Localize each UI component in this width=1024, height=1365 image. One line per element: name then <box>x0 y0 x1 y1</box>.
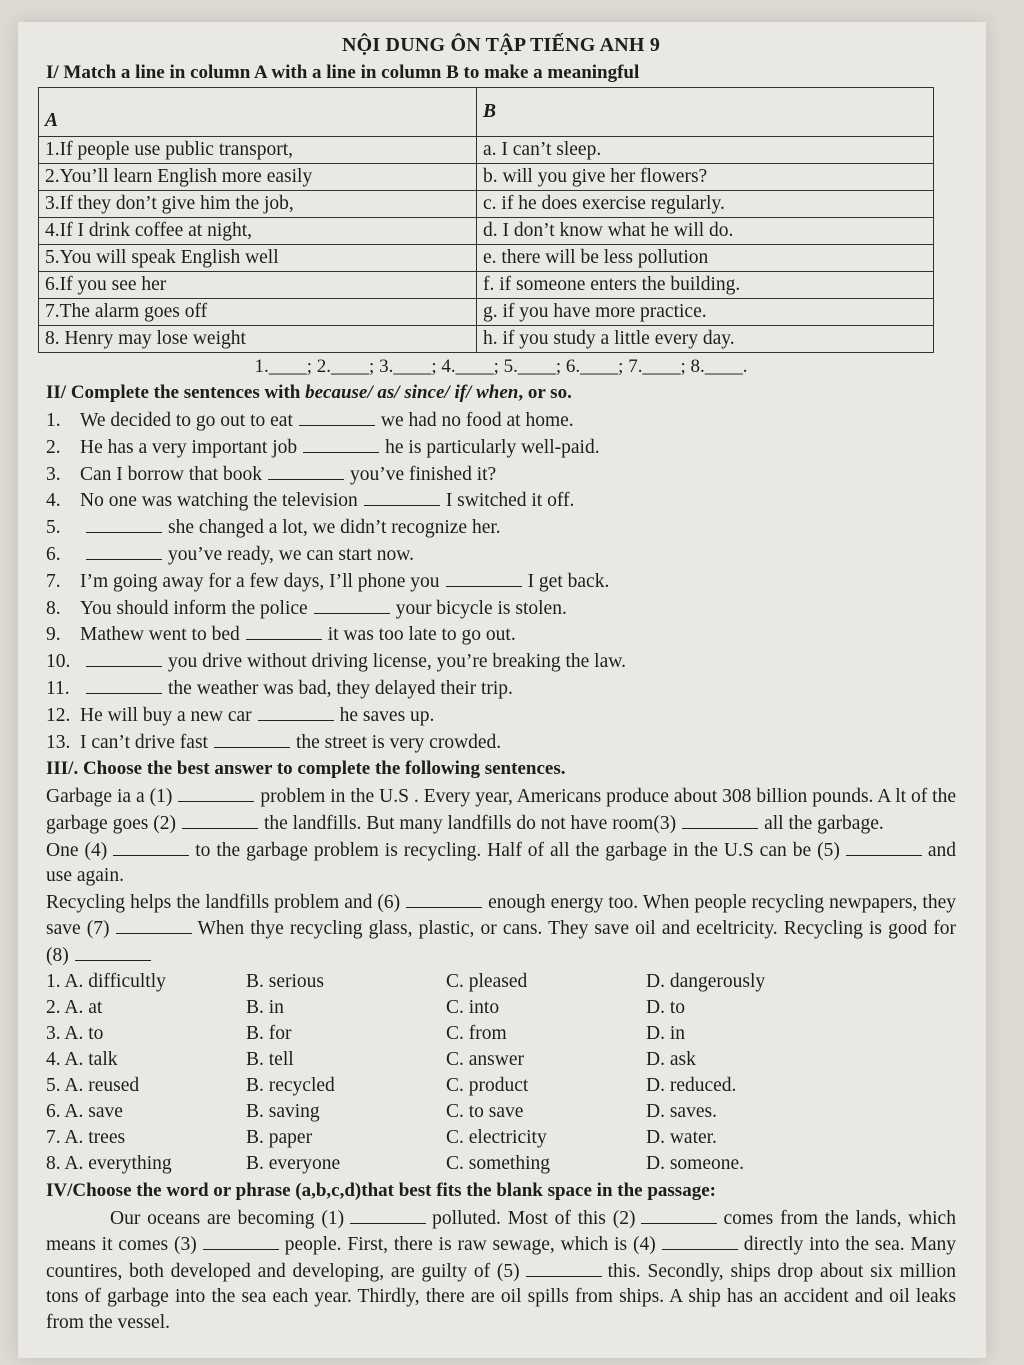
blank-8 <box>75 942 151 961</box>
table-header-row <box>39 88 934 137</box>
worksheet-content <box>46 34 956 1335</box>
answer-blank <box>446 568 522 587</box>
section4-heading: IV/Choose the word or phrase (a,b,c,d)that best fits the blank space in the passage: <box>46 1179 716 1201</box>
section3-paragraph-3 <box>46 889 956 969</box>
answer-option: D. in <box>646 1022 685 1044</box>
table-row <box>39 164 934 191</box>
column-a-cell: 2.You’ll learn English more easily <box>39 164 477 191</box>
text-fragment: all the garbage. <box>764 812 884 834</box>
text-fragment: When thye recycling glass, plastic, or cans. They save oil and eceltricity. Recycling is good for (8) <box>46 918 956 966</box>
column-b-cell: a. I can’t sleep. <box>477 137 934 164</box>
column-b-cell: b. will you give her flowers? <box>477 164 934 191</box>
item-number: 3. <box>46 463 61 485</box>
answer-option: C. electricity <box>446 1126 547 1148</box>
matching-table <box>38 87 934 353</box>
list-item <box>46 621 956 648</box>
section2-heading-suffix: , or so. <box>518 382 572 403</box>
item-number: 11. <box>46 677 70 699</box>
text-fragment: people. First, there is raw sewage, which is (4) <box>284 1234 656 1256</box>
blank-3 <box>682 810 758 829</box>
answer-option: D. to <box>646 996 685 1018</box>
list-item <box>46 595 956 622</box>
answer-option: 1. A. difficultly <box>46 970 166 992</box>
blank-4 <box>113 837 189 856</box>
answer-blank <box>86 648 162 667</box>
text-fragment: Our oceans are becoming (1) <box>110 1207 345 1229</box>
list-item <box>46 541 956 568</box>
worksheet-page <box>18 22 986 1358</box>
sentence-start: Can I borrow that book <box>80 463 262 485</box>
text-fragment: this. Secondly, ships drop about six million tons of garbage into the sea each year. Thirdly, there are oil spills from ships. A ship has an accident and oil leaks from the vessel. <box>46 1260 956 1333</box>
list-item <box>46 407 956 434</box>
sentence-start: No one was watching the television <box>80 490 358 512</box>
text-fragment: comes from the lands, which means it comes (3) <box>46 1207 956 1256</box>
answer-option: D. ask <box>646 1048 696 1070</box>
answer-option: C. from <box>446 1022 507 1044</box>
section1-heading: I/ Match a line in column A with a line in column B to make a meaningful <box>46 62 640 83</box>
list-item <box>46 461 956 488</box>
answer-blank <box>258 702 334 721</box>
item-number: 13. <box>46 731 71 753</box>
sentence-start: I can’t drive fast <box>80 731 208 753</box>
answer-blank <box>86 675 162 694</box>
table-row <box>39 245 934 272</box>
section2-heading <box>46 381 956 405</box>
answer-option: C. to save <box>446 1100 524 1122</box>
sentence-start: He has a very important job <box>80 436 298 458</box>
section2-heading-words: because/ as/ since/ if/ when <box>305 382 519 403</box>
blank-5 <box>846 837 922 856</box>
answer-blank <box>314 595 390 614</box>
text-fragment: One (4) <box>46 839 108 861</box>
answer-option: B. serious <box>246 970 324 992</box>
blank-6 <box>406 889 482 908</box>
item-number: 1. <box>46 410 61 431</box>
answer-blank <box>86 541 162 560</box>
item-number: 4. <box>46 490 61 512</box>
table-row <box>39 299 934 326</box>
text-fragment: and use again. <box>46 839 956 887</box>
sentence-end: I switched it off. <box>445 490 575 512</box>
answer-blank <box>86 514 162 533</box>
item-number: 9. <box>46 624 61 646</box>
answer-option: B. recycled <box>246 1074 335 1096</box>
blank-1 <box>178 783 254 802</box>
item-number: 2. <box>46 436 61 458</box>
column-a-cell: 5.You will speak English well <box>39 245 477 272</box>
table-row <box>39 326 934 353</box>
column-b-cell: c. if he does exercise regularly. <box>477 191 934 218</box>
item-number: 10. <box>46 651 71 673</box>
text-fragment: Garbage ia a (1) <box>46 786 173 808</box>
answer-option: B. everyone <box>246 1152 341 1174</box>
list-item <box>46 568 956 595</box>
section3-heading: III/. Choose the best answer to complete the following sentences. <box>46 758 566 780</box>
column-b-cell: g. if you have more practice. <box>477 299 934 326</box>
sentence-start: Mathew went to bed <box>80 624 240 646</box>
answer-option: C. answer <box>446 1048 524 1070</box>
answer-option: D. reduced. <box>646 1074 737 1096</box>
matching-answer-line: 1.____; 2.____; 3.____; 4.____; 5.____; 6.____; 7.____; 8.____. <box>254 356 748 377</box>
blank-2 <box>182 810 258 829</box>
answer-blank <box>268 461 344 480</box>
sentence-start: He will buy a new car <box>80 704 252 726</box>
answer-option: 5. A. reused <box>46 1074 140 1096</box>
answer-blank <box>214 729 290 748</box>
blank-1 <box>350 1205 426 1224</box>
column-a-cell: 4.If I drink coffee at night, <box>39 218 477 245</box>
column-a-cell: 7.The alarm goes off <box>39 299 477 326</box>
sentence-start: I’m going away for a few days, I’ll phone you <box>80 570 440 592</box>
sentence-end: it was too late to go out. <box>327 624 516 646</box>
item-number: 8. <box>46 597 61 619</box>
answer-blank <box>364 487 440 506</box>
text-fragment: enough energy too. When people recycling newpapers, they save (7) <box>46 891 956 940</box>
section2-heading-prefix: II/ Complete the sentences with <box>46 382 306 403</box>
answer-option: 2. A. at <box>46 996 103 1018</box>
text-fragment: Recycling helps the landfills problem and (6) <box>46 891 401 913</box>
list-item <box>46 729 956 756</box>
item-number: 6. <box>46 543 61 565</box>
text-fragment: problem in the U.S . Every year, Americans produce about 308 billion pounds. A lt of the garbage goes (2) <box>46 786 957 834</box>
page-title: NỘI DUNG ÔN TẬP TIẾNG ANH 9 <box>341 34 661 56</box>
column-b-header: B <box>477 88 934 137</box>
answer-option: 4. A. talk <box>46 1048 118 1070</box>
list-item <box>46 487 956 514</box>
column-a-cell: 6.If you see her <box>39 272 477 299</box>
answer-option: C. into <box>446 996 500 1018</box>
answer-option: B. for <box>246 1022 292 1044</box>
table-row <box>39 218 934 245</box>
table-row <box>39 137 934 164</box>
blank-7 <box>116 915 192 934</box>
answer-blank <box>303 434 379 453</box>
item-number: 5. <box>46 517 61 539</box>
list-item <box>46 434 956 461</box>
blank-5 <box>526 1258 602 1277</box>
text-fragment: polluted. Most of this (2) <box>432 1207 636 1229</box>
answer-option: D. dangerously <box>646 970 766 992</box>
sentence-end: you’ve finished it? <box>349 463 497 485</box>
sentence-end: he saves up. <box>339 704 435 726</box>
answer-option: D. water. <box>646 1126 717 1148</box>
sentence-end: the street is very crowded. <box>295 731 502 753</box>
answer-option: 3. A. to <box>46 1022 104 1044</box>
sentence-start: We decided to go out to eat <box>80 410 293 431</box>
list-item <box>46 648 956 675</box>
item-number: 12. <box>46 704 71 726</box>
answer-option: C. pleased <box>446 970 528 992</box>
answer-option: 8. A. everything <box>46 1152 172 1174</box>
column-b-cell: d. I don’t know what he will do. <box>477 218 934 245</box>
item-number: 7. <box>46 570 61 592</box>
column-b-cell: f. if someone enters the building. <box>477 272 934 299</box>
answer-option: B. tell <box>246 1048 294 1070</box>
text-fragment: the landfills. But many landfills do not have room(3) <box>263 812 677 834</box>
text-fragment: to the garbage problem is recycling. Half of all the garbage in the U.S can be (5) <box>195 839 840 861</box>
table-row <box>39 272 934 299</box>
sentence-end: you’ve ready, we can start now. <box>168 543 414 565</box>
sentence-end: your bicycle is stolen. <box>395 597 567 619</box>
answer-blank <box>299 407 375 426</box>
column-b-cell: h. if you study a little every day. <box>477 326 934 353</box>
answer-option: B. saving <box>246 1100 320 1122</box>
answer-option: 7. A. trees <box>46 1126 126 1148</box>
section4-passage <box>46 1205 956 1336</box>
answer-option: 6. A. save <box>46 1100 123 1122</box>
list-item <box>46 702 956 729</box>
column-a-cell: 8. Henry may lose weight <box>39 326 477 353</box>
column-a-cell: 1.If people use public transport, <box>39 137 477 164</box>
sentence-end: you drive without driving license, you’re breaking the law. <box>168 651 626 673</box>
sentence-end: I get back. <box>527 570 610 592</box>
blank-3 <box>203 1231 279 1250</box>
section3-paragraph-1 <box>46 783 956 836</box>
section3-paragraph-2 <box>46 837 956 889</box>
answer-blank <box>246 621 322 640</box>
blank-2 <box>641 1205 717 1224</box>
list-item <box>46 675 956 702</box>
answer-option: D. saves. <box>646 1100 717 1122</box>
answer-option: C. something <box>446 1152 551 1174</box>
column-a-header: A <box>39 88 477 137</box>
sentence-end: he is particularly well-paid. <box>385 436 600 458</box>
list-item <box>46 514 956 541</box>
sentence-end: we had no food at home. <box>380 410 574 431</box>
section2-list <box>46 407 956 755</box>
section3-options-grid <box>46 969 956 1177</box>
table-row <box>39 191 934 218</box>
blank-4 <box>662 1231 738 1250</box>
answer-option: C. product <box>446 1074 529 1096</box>
answer-option: B. paper <box>246 1126 313 1148</box>
sentence-start: You should inform the police <box>80 597 308 619</box>
column-b-cell: e. there will be less pollution <box>477 245 934 272</box>
column-a-cell: 3.If they don’t give him the job, <box>39 191 477 218</box>
answer-option: B. in <box>246 996 284 1018</box>
answer-option: D. someone. <box>646 1152 745 1174</box>
sentence-end: the weather was bad, they delayed their trip. <box>168 677 513 699</box>
sentence-end: she changed a lot, we didn’t recognize her. <box>168 517 501 539</box>
text-fragment: directly into the sea. Many countires, both developed and developing, are guilty of (5) <box>46 1234 957 1282</box>
